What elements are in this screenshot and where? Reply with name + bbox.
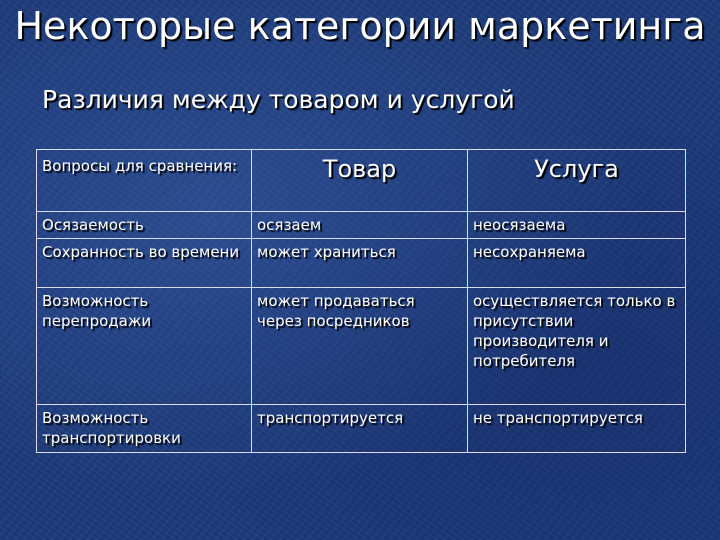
table-cell-criterion: Сохранность во времени <box>37 239 252 288</box>
header-cell-goods: Товар <box>252 150 468 212</box>
table-cell-goods: осязаем <box>252 212 468 239</box>
slide-subtitle: Различия между товаром и услугой <box>42 85 515 114</box>
table-row <box>37 288 686 405</box>
comparison-table <box>36 149 686 453</box>
table-row <box>37 239 686 288</box>
table-cell-goods: транспортируется <box>252 405 468 453</box>
table-cell-criterion: Осязаемость <box>37 212 252 239</box>
table-cell-services: неосязаема <box>468 212 686 239</box>
table-cell-services: несохраняема <box>468 239 686 288</box>
table-cell-goods: может продаваться через посредников <box>252 288 468 405</box>
table-header-row <box>37 150 686 212</box>
table-row <box>37 212 686 239</box>
table-row <box>37 405 686 453</box>
table-cell-criterion: Возможность транспортировки <box>37 405 252 453</box>
table-cell-criterion: Возможность перепродажи <box>37 288 252 405</box>
table-cell-services: не транспортируется <box>468 405 686 453</box>
header-cell-services: Услуга <box>468 150 686 212</box>
slide-title: Некоторые категории маркетинга <box>14 4 706 48</box>
header-cell-criteria: Вопросы для сравнения: <box>37 150 252 212</box>
table-cell-goods: может храниться <box>252 239 468 288</box>
table-cell-services: осуществляется только в присутствии производителя и потребителя <box>468 288 686 405</box>
